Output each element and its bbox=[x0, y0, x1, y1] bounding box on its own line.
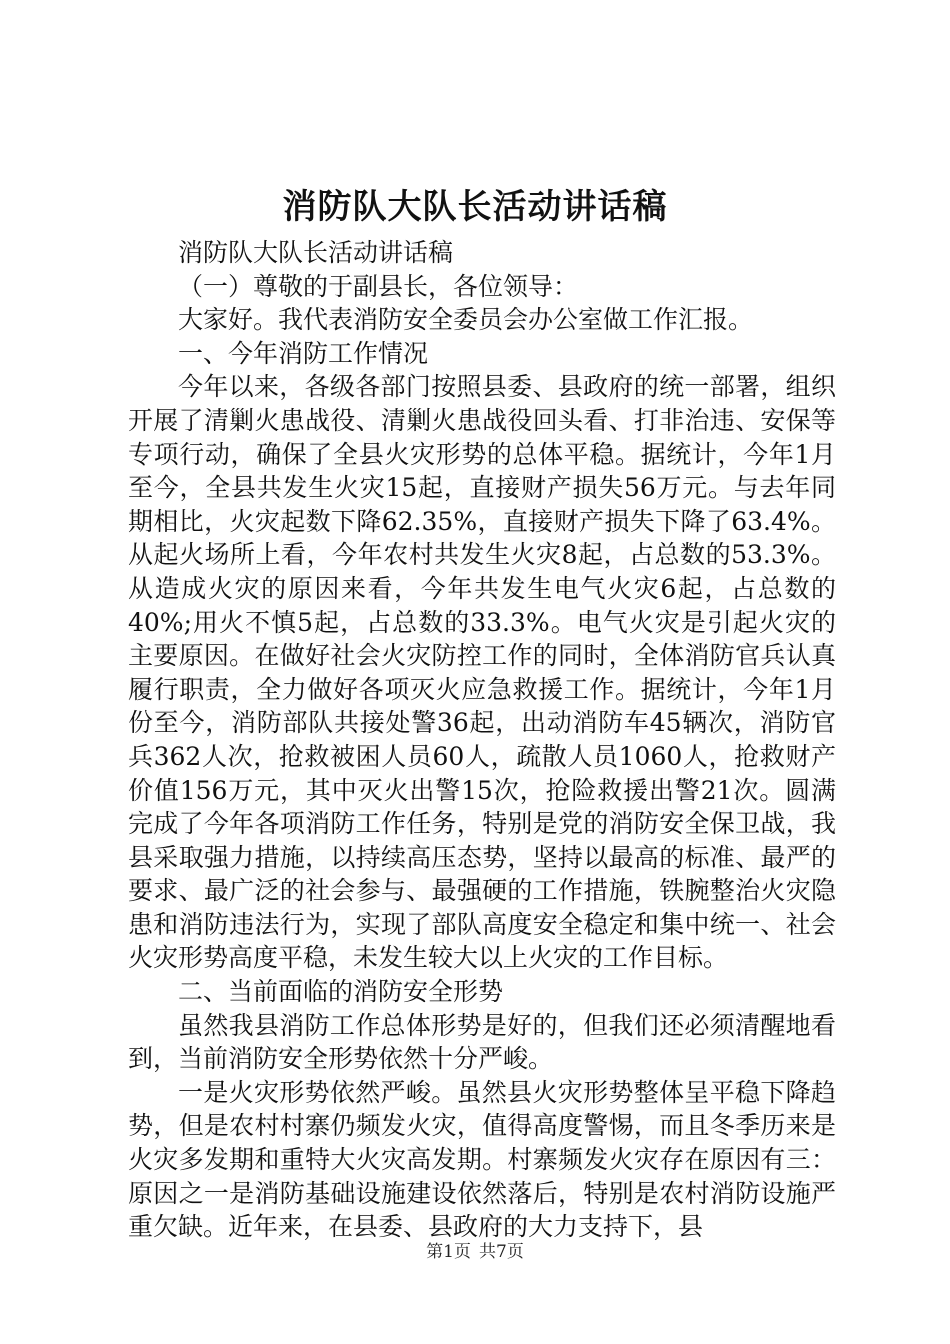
page-total: 共7页 bbox=[479, 1242, 524, 1262]
page-number: 第1页 bbox=[426, 1242, 471, 1262]
document-body bbox=[128, 236, 836, 1244]
paragraph-greeting: 大家好。我代表消防安全委员会办公室做工作汇报。 bbox=[178, 305, 754, 335]
paragraph-situation: 虽然我县消防工作总体形势是好的，但我们还必须清醒地看到，当前消防安全形势依然十分严峻。 bbox=[128, 1010, 836, 1074]
paragraph-subtitle: 消防队大队长活动讲话稿 bbox=[178, 238, 454, 267]
section-heading-1: 一、今年消防工作情况 bbox=[178, 338, 429, 368]
paragraph-salutation: （一）尊敬的于副县长，各位领导： bbox=[178, 271, 579, 301]
document-title: 消防队大队长活动讲话稿 bbox=[282, 187, 668, 227]
paragraph-work-summary: 今年以来，各级各部门按照县委、县政府的统一部署，组织开展了清剿火患战役、清剿火患战役回头看、打非治违、安保等专项行动，确保了全县火灾形势的总体平稳。据统计，今年1月至今，全县共发生火灾15起，直接财产损失56万元。与去年同期相比，火灾起数下降62.35%，直接财产损失下降了63.4%。从起火场所上看，今年农村共发生火灾8起，占总数的53.3%。从造成火灾的原因来看，今年共发生电气火灾6起，占总数的40%;用火不慎5起，占总数的33.3%。电气火灾是引起火灾的主要原因。在做好社会火灾防控工作的同时，全体消防官兵认真履行职责，全力做好各项灭火应急救援工作。据统计，今年1月份至今，消防部队共接处警36起，出动消防车45辆次，消防官兵362人次，抢救被困人员60人，疏散人员1060人，抢救财产价值156万元，其中灭火出警15次，抢险救援出警21次。圆满完成了今年各项消防工作任务，特别是党的消防安全保卫战，我县采取强力措施，以持续高压态势，坚持以最高的标准、最严的要求、最广泛的社会参与、最强硬的工作措施，铁腕整治火灾隐患和消防违法行为，实现了部队高度安全稳定和集中统一、社会火灾形势高度平稳，未发生较大以上火灾的工作目标。 bbox=[128, 372, 836, 973]
page-footer bbox=[0, 1241, 950, 1263]
paragraph-fire-situation: 一是火灾形势依然严峻。虽然县火灾形势整体呈平稳下降趋势，但是农村村寨仍频发火灾，值得高度警惕，而且冬季历来是火灾多发期和重特大火灾高发期。村寨频发火灾存在原因有三：原因之一是消防基础设施建设依然落后，特别是农村消防设施严重欠缺。近年来，在县委、县政府的大力支持下，县 bbox=[128, 1077, 836, 1242]
section-heading-2: 二、当前面临的消防安全形势 bbox=[178, 977, 504, 1007]
